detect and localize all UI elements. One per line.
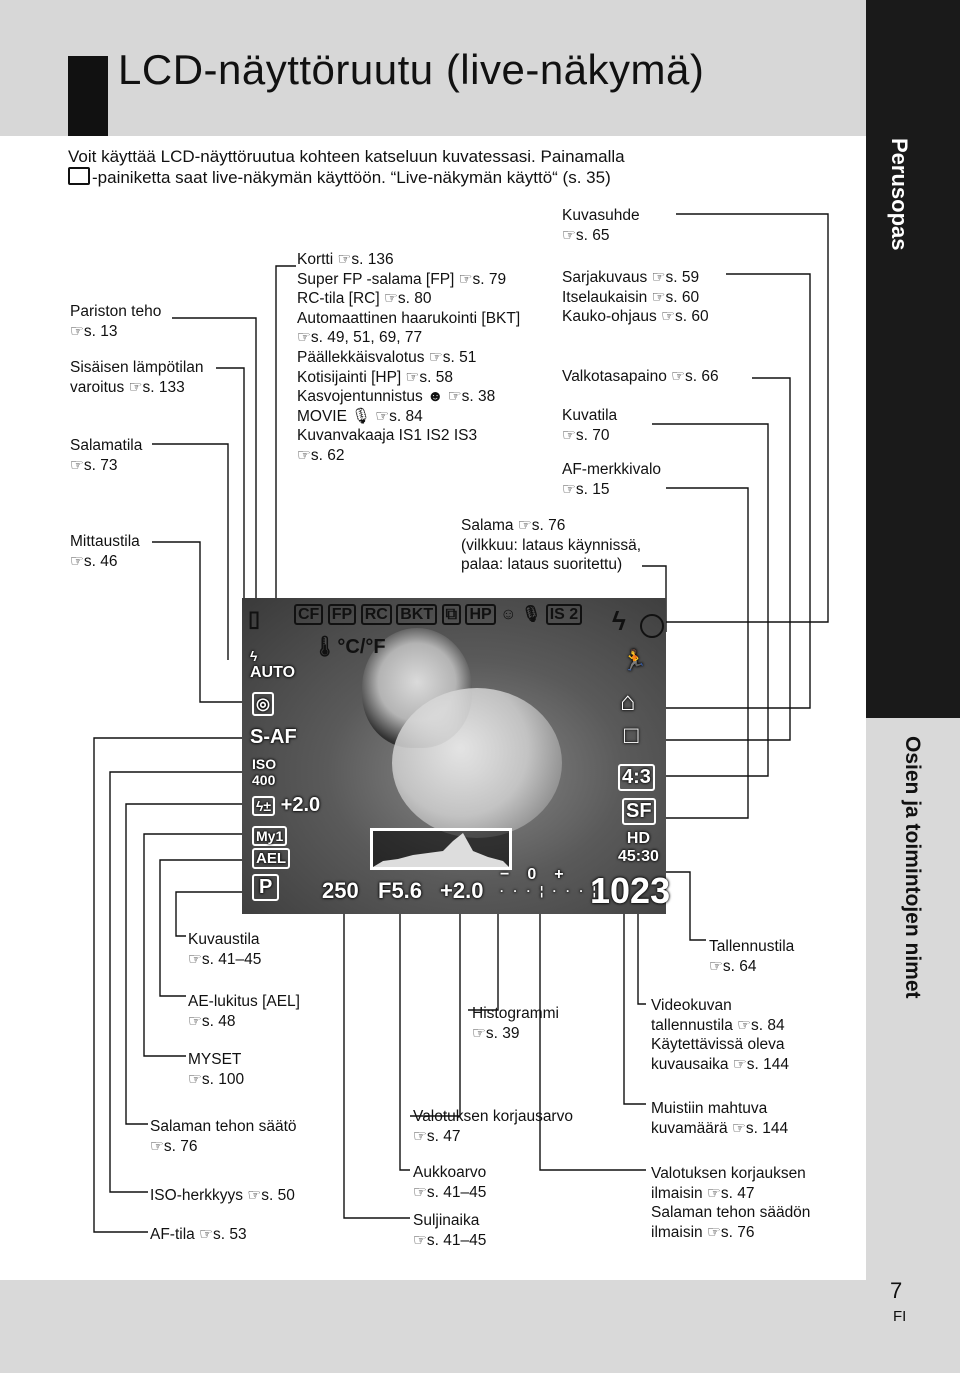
screen-top-icons: CF FP RC BKT ⧉ HP ☺ 🎙 IS 2 [294,604,582,624]
meter-scale: · · · ¦ · · · ¦ [500,884,600,898]
line-afmode [94,738,256,1232]
page-number: 7 [890,1278,903,1303]
label-record-mode: Tallennustila ☞s. 64 [709,938,795,975]
line-temp [216,368,244,636]
label-af-mode: AF-tila ☞s. 53 [150,1226,247,1243]
battery-icon: ▯ [248,606,261,631]
label-metering: Mittaustila ☞s. 46 [70,533,140,570]
label-iso: ISO-herkkyys ☞s. 50 [150,1187,295,1204]
metering-icon: ◎ [252,692,274,716]
line-flashmode [152,444,228,660]
line-expcomp [410,912,460,1116]
picture-mode-icon: □ [624,722,639,749]
label-movie-record: Videokuvan tallennustila ☞s. 84 Käytettävissä oleva kuvausaika ☞s. 144 [651,997,789,1073]
label-af-indicator: AF-merkkivalo ☞s. 15 [562,461,662,498]
aperture-value: F5.6 [378,878,423,903]
temperature-warning: 🌡°C/°F [312,636,386,658]
line-wb [658,378,790,740]
label-ae-lock: AE-lukitus [AEL] ☞s. 48 [188,993,300,1030]
label-battery: Pariston teho ☞s. 13 [70,303,162,340]
histogram [370,828,512,870]
page-title: LCD-näyttöruutu (live-näkymä) [118,46,705,93]
storable-shots: 1023 [590,870,671,911]
flash-bolt-icon: ϟ [250,648,258,664]
shooting-mode-indicator: P [252,874,279,901]
label-picture-mode: Kuvatila ☞s. 70 [562,407,618,444]
iso-indicator: ISO 400 [252,756,277,788]
label-histogram: Histogrammi ☞s. 39 [472,1005,559,1042]
label-shooting-mode: Kuvaustila ☞s. 41–45 [188,931,262,968]
flash-comp-icon: ϟ± [252,796,275,816]
label-temperature: Sisäisen lämpötilan varoitus ☞s. 133 [70,359,204,396]
label-flash-mode: Salamatila ☞s. 73 [70,437,143,474]
line-aperture [400,912,410,1170]
flash-icon: ϟ [612,606,626,636]
af-mode-indicator: S-AF [250,726,297,748]
white-balance-icon: ⌂ [620,686,636,716]
label-flash: Salama ☞s. 76 (vilkkuu: lataus käynnissä, palaa: lataus suoritettu) [461,517,642,574]
movie-record-mode: HD 45:30 [618,830,659,865]
label-group-top-middle: Kortti ☞s. 136 Super FP -salama [FP] ☞s. 79 RC-tila [RC] ☞s. 80 Automaattinen haarukointi [BKT] ☞s. 49, 51, 69, 77 Päällekkäisvalotus ☞s. 51 Kotisijainti [HP] ☞s. 58 Kasvojentunnistus ☻ ☞s. 38 MOVIE 🎙 ☞s. 84 Kuvanvakaaja IS1 IS2 IS3 ☞s. 62 [297,251,521,464]
label-meter-indicator: Valotuksen korjauksen ilmaisin ☞s. 47 Salaman tehon säädön ilmaisin ☞s. 76 [651,1165,811,1241]
label-drive: Sarjakuvaus ☞s. 59 Itselaukaisin ☞s. 60 Kauko-ohjaus ☞s. 60 [562,269,709,326]
label-storable-shots: Muistiin mahtuva kuvamäärä ☞s. 144 [651,1100,789,1137]
flash-mode-indicator: AUTO [250,664,296,681]
af-confirm-icon [640,614,664,638]
label-aspect: Kuvasuhde ☞s. 65 [562,207,640,244]
label-myset: MYSET ☞s. 100 [188,1051,245,1088]
ael-indicator: AEL [252,848,290,869]
line-af [660,488,748,818]
drive-mode-icon: 🏃 [622,650,647,672]
exposure-comp-value: +2.0 [440,878,484,903]
line-drive [660,274,810,708]
page-language: FI [893,1308,907,1325]
flash-comp-indicator: ϟ± +2.0 [252,794,320,817]
sidebar-tab-basic [866,0,960,718]
thermometer-icon: 🌡 [312,636,338,658]
intro-line-2: -painiketta saat live-näkymän käyttöön. “Live-näkymän käyttö“ (s. 35) [68,167,625,188]
intro-line-1: Voit käyttää LCD-näyttöruutua kohteen katseluun kuvatessasi. Painamalla [68,147,625,166]
histogram-graph [373,831,509,867]
aspect-ratio: 4:3 [618,764,655,791]
label-flash-comp: Salaman tehon säätö ☞s. 76 [150,1118,297,1155]
myset-indicator: My1 [252,826,287,846]
line-shots [624,914,646,1104]
label-white-balance: Valkotasapaino ☞s. 66 [562,368,719,385]
label-aperture: Aukkoarvo ☞s. 41–45 [413,1164,487,1201]
label-exposure-comp: Valotuksen korjausarvo ☞s. 47 [413,1108,573,1145]
line-card [276,266,296,604]
sidebar-label-names: Osien ja toimintojen nimet [901,736,924,999]
shutter-speed: 250 [322,878,359,903]
sidebar-label-basic: Perusopas [887,138,912,251]
line-picmode [652,424,768,776]
label-shutter: Suljinaika ☞s. 41–45 [413,1212,487,1249]
record-mode: SF [622,798,656,825]
photo-face [392,688,562,838]
footer-band [0,1280,866,1373]
exposure-meter: −0+ [500,866,582,883]
